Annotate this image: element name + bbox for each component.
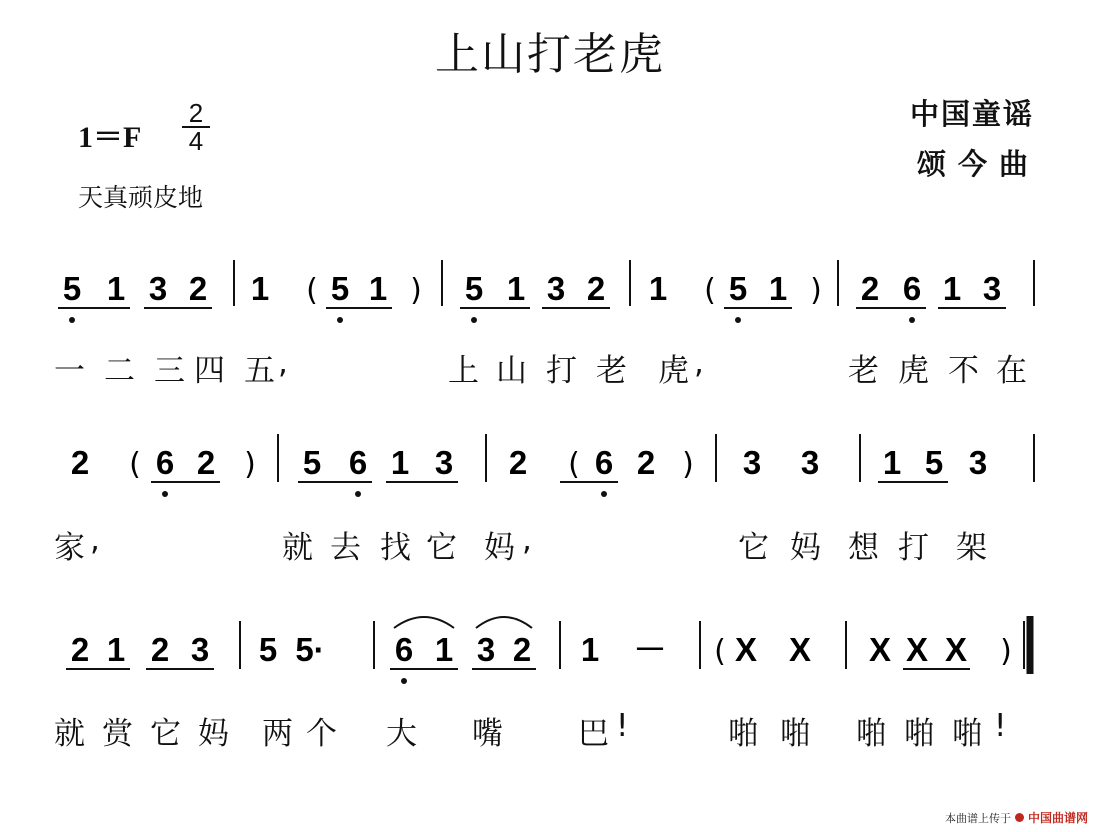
note: 2 <box>512 631 532 668</box>
lyric-syllable: 它 <box>150 716 181 752</box>
lyric-syllable: 虎 <box>898 353 929 389</box>
lyric-syllable: 啪 <box>952 716 983 752</box>
note: 6 <box>394 631 414 668</box>
note: 5 <box>728 270 748 307</box>
lyric-syllable: 找 <box>380 530 411 566</box>
site-logo-icon <box>1015 813 1024 822</box>
lyric-syllable: 啪 <box>780 716 811 752</box>
lyric-syllable: 虎 <box>658 353 689 389</box>
lyric-syllable: 巴 <box>578 716 609 752</box>
notation-paren: ( <box>714 634 726 669</box>
low-octave-dot <box>337 317 343 323</box>
note: 1 <box>434 631 454 668</box>
notation-paren: ( <box>306 273 318 308</box>
notation-paren: ( <box>568 447 580 482</box>
note: 5 <box>924 444 944 481</box>
lyric-syllable: , <box>278 345 288 381</box>
note: 2 <box>636 444 656 481</box>
note: 3 <box>434 444 454 481</box>
notation-paren: ) <box>810 273 822 308</box>
lyric-syllable: 两 <box>262 716 293 752</box>
note: 1 <box>942 270 962 307</box>
low-octave-dot <box>735 317 741 323</box>
footer-credit <box>945 809 1088 826</box>
note: 6 <box>594 444 614 481</box>
credit-lyrics-source: 中国童谣 <box>909 97 1034 131</box>
lyric-syllable: 架 <box>956 530 987 566</box>
lyric-syllable: 上 <box>448 353 479 389</box>
lyric-syllable: 一 <box>54 353 85 389</box>
note: 5 <box>258 631 278 668</box>
low-octave-dot <box>909 317 915 323</box>
low-octave-dot <box>401 678 407 684</box>
lyric-syllable: 老 <box>848 353 879 389</box>
lyric-syllable: 山 <box>496 353 527 389</box>
note: 3 <box>190 631 210 668</box>
note: 6 <box>348 444 368 481</box>
notation-paren: ( <box>129 447 141 482</box>
note: 5 <box>62 270 82 307</box>
lyric-syllable: 就 <box>282 530 313 566</box>
lyric-syllable: 打 <box>898 530 929 566</box>
lyric-syllable: 家 <box>54 530 85 566</box>
lyric-syllable: , <box>90 522 100 558</box>
lyric-syllable: 个 <box>306 716 337 752</box>
low-octave-dot <box>471 317 477 323</box>
lyric-syllable: ! <box>616 708 629 744</box>
meter-top: 2 <box>188 98 204 128</box>
low-octave-dot <box>162 491 168 497</box>
lyric-syllable: 二 <box>104 353 135 389</box>
note: 5 <box>302 444 322 481</box>
meter-bottom: 4 <box>188 126 204 156</box>
lyric-syllable: 它 <box>426 530 457 566</box>
note: 5 <box>330 270 350 307</box>
note: 6 <box>902 270 922 307</box>
note: 1 <box>648 270 668 307</box>
note: 1 <box>768 270 788 307</box>
lyric-syllable: 想 <box>848 530 879 566</box>
lyric-syllable: 在 <box>996 353 1027 389</box>
note: 3 <box>148 270 168 307</box>
note: 2 <box>150 631 170 668</box>
note: 1 <box>368 270 388 307</box>
note: 1 <box>106 631 126 668</box>
note: 3 <box>742 444 762 481</box>
note: 3 <box>546 270 566 307</box>
note: X <box>734 631 758 668</box>
note: 6 <box>155 444 175 481</box>
note: 1 <box>106 270 126 307</box>
lyric-syllable: 五 <box>244 353 275 389</box>
note: 2 <box>860 270 880 307</box>
note: 3 <box>968 444 988 481</box>
lyric-syllable: 打 <box>546 353 577 389</box>
lyric-syllable: 啪 <box>904 716 935 752</box>
note: 3 <box>982 270 1002 307</box>
expression-marking: 天真顽皮地 <box>78 183 204 212</box>
lyric-syllable: , <box>522 522 532 558</box>
lyric-syllable: 不 <box>948 353 979 389</box>
note: 1 <box>250 270 270 307</box>
lyric-syllable: 啪 <box>728 716 759 752</box>
lyric-syllable: 四 <box>194 353 225 389</box>
note: X <box>944 631 968 668</box>
note: X <box>868 631 892 668</box>
lyric-syllable: 就 <box>54 716 85 752</box>
note: X <box>905 631 929 668</box>
credit-composer: 颂今曲 <box>916 147 1040 181</box>
song-title: 上山打老虎 <box>435 29 665 80</box>
note: 1 <box>882 444 902 481</box>
slur <box>476 617 532 628</box>
notation-paren: ( <box>704 273 716 308</box>
note: 2 <box>188 270 208 307</box>
note: X <box>788 631 812 668</box>
note: 2 <box>70 444 90 481</box>
note: 2 <box>70 631 90 668</box>
low-octave-dot <box>69 317 75 323</box>
lyric-syllable: 大 <box>386 716 417 752</box>
lyric-syllable: , <box>694 345 704 381</box>
note: 1 <box>506 270 526 307</box>
notation-paren: ) <box>244 447 256 482</box>
lyric-syllable: 它 <box>738 530 769 566</box>
lyric-syllable: 啪 <box>856 716 887 752</box>
note: 1 <box>390 444 410 481</box>
notation-paren: ) <box>410 273 422 308</box>
lyric-syllable: 妈 <box>790 530 821 566</box>
lyric-syllable: 妈 <box>198 716 229 752</box>
footer-site: 中国曲谱网 <box>1027 811 1088 825</box>
lyric-syllable: 赏 <box>102 716 133 752</box>
lyric-syllable: 老 <box>596 353 627 389</box>
slur <box>394 617 454 628</box>
note: 2 <box>508 444 528 481</box>
note: 2 <box>586 270 606 307</box>
footer-text: 本曲谱上传于 <box>944 811 1011 825</box>
note: 1 <box>580 631 600 668</box>
lyric-syllable: 去 <box>330 530 361 566</box>
lyric-syllable: 妈 <box>484 530 515 566</box>
note: 3 <box>800 444 820 481</box>
note: 3 <box>476 631 496 668</box>
notation-paren: ) <box>682 447 694 482</box>
lyric-syllable: 三 <box>154 353 185 389</box>
lyric-syllable: 嘴 <box>472 716 503 752</box>
key-signature: 1＝F <box>78 121 142 154</box>
low-octave-dot <box>601 491 607 497</box>
note: 5 <box>464 270 484 307</box>
note: 2 <box>196 444 216 481</box>
lyric-syllable: ! <box>994 708 1007 744</box>
notation-paren: ) <box>1000 634 1012 669</box>
low-octave-dot <box>355 491 361 497</box>
note: 5· <box>295 631 325 668</box>
note: － <box>633 631 667 668</box>
